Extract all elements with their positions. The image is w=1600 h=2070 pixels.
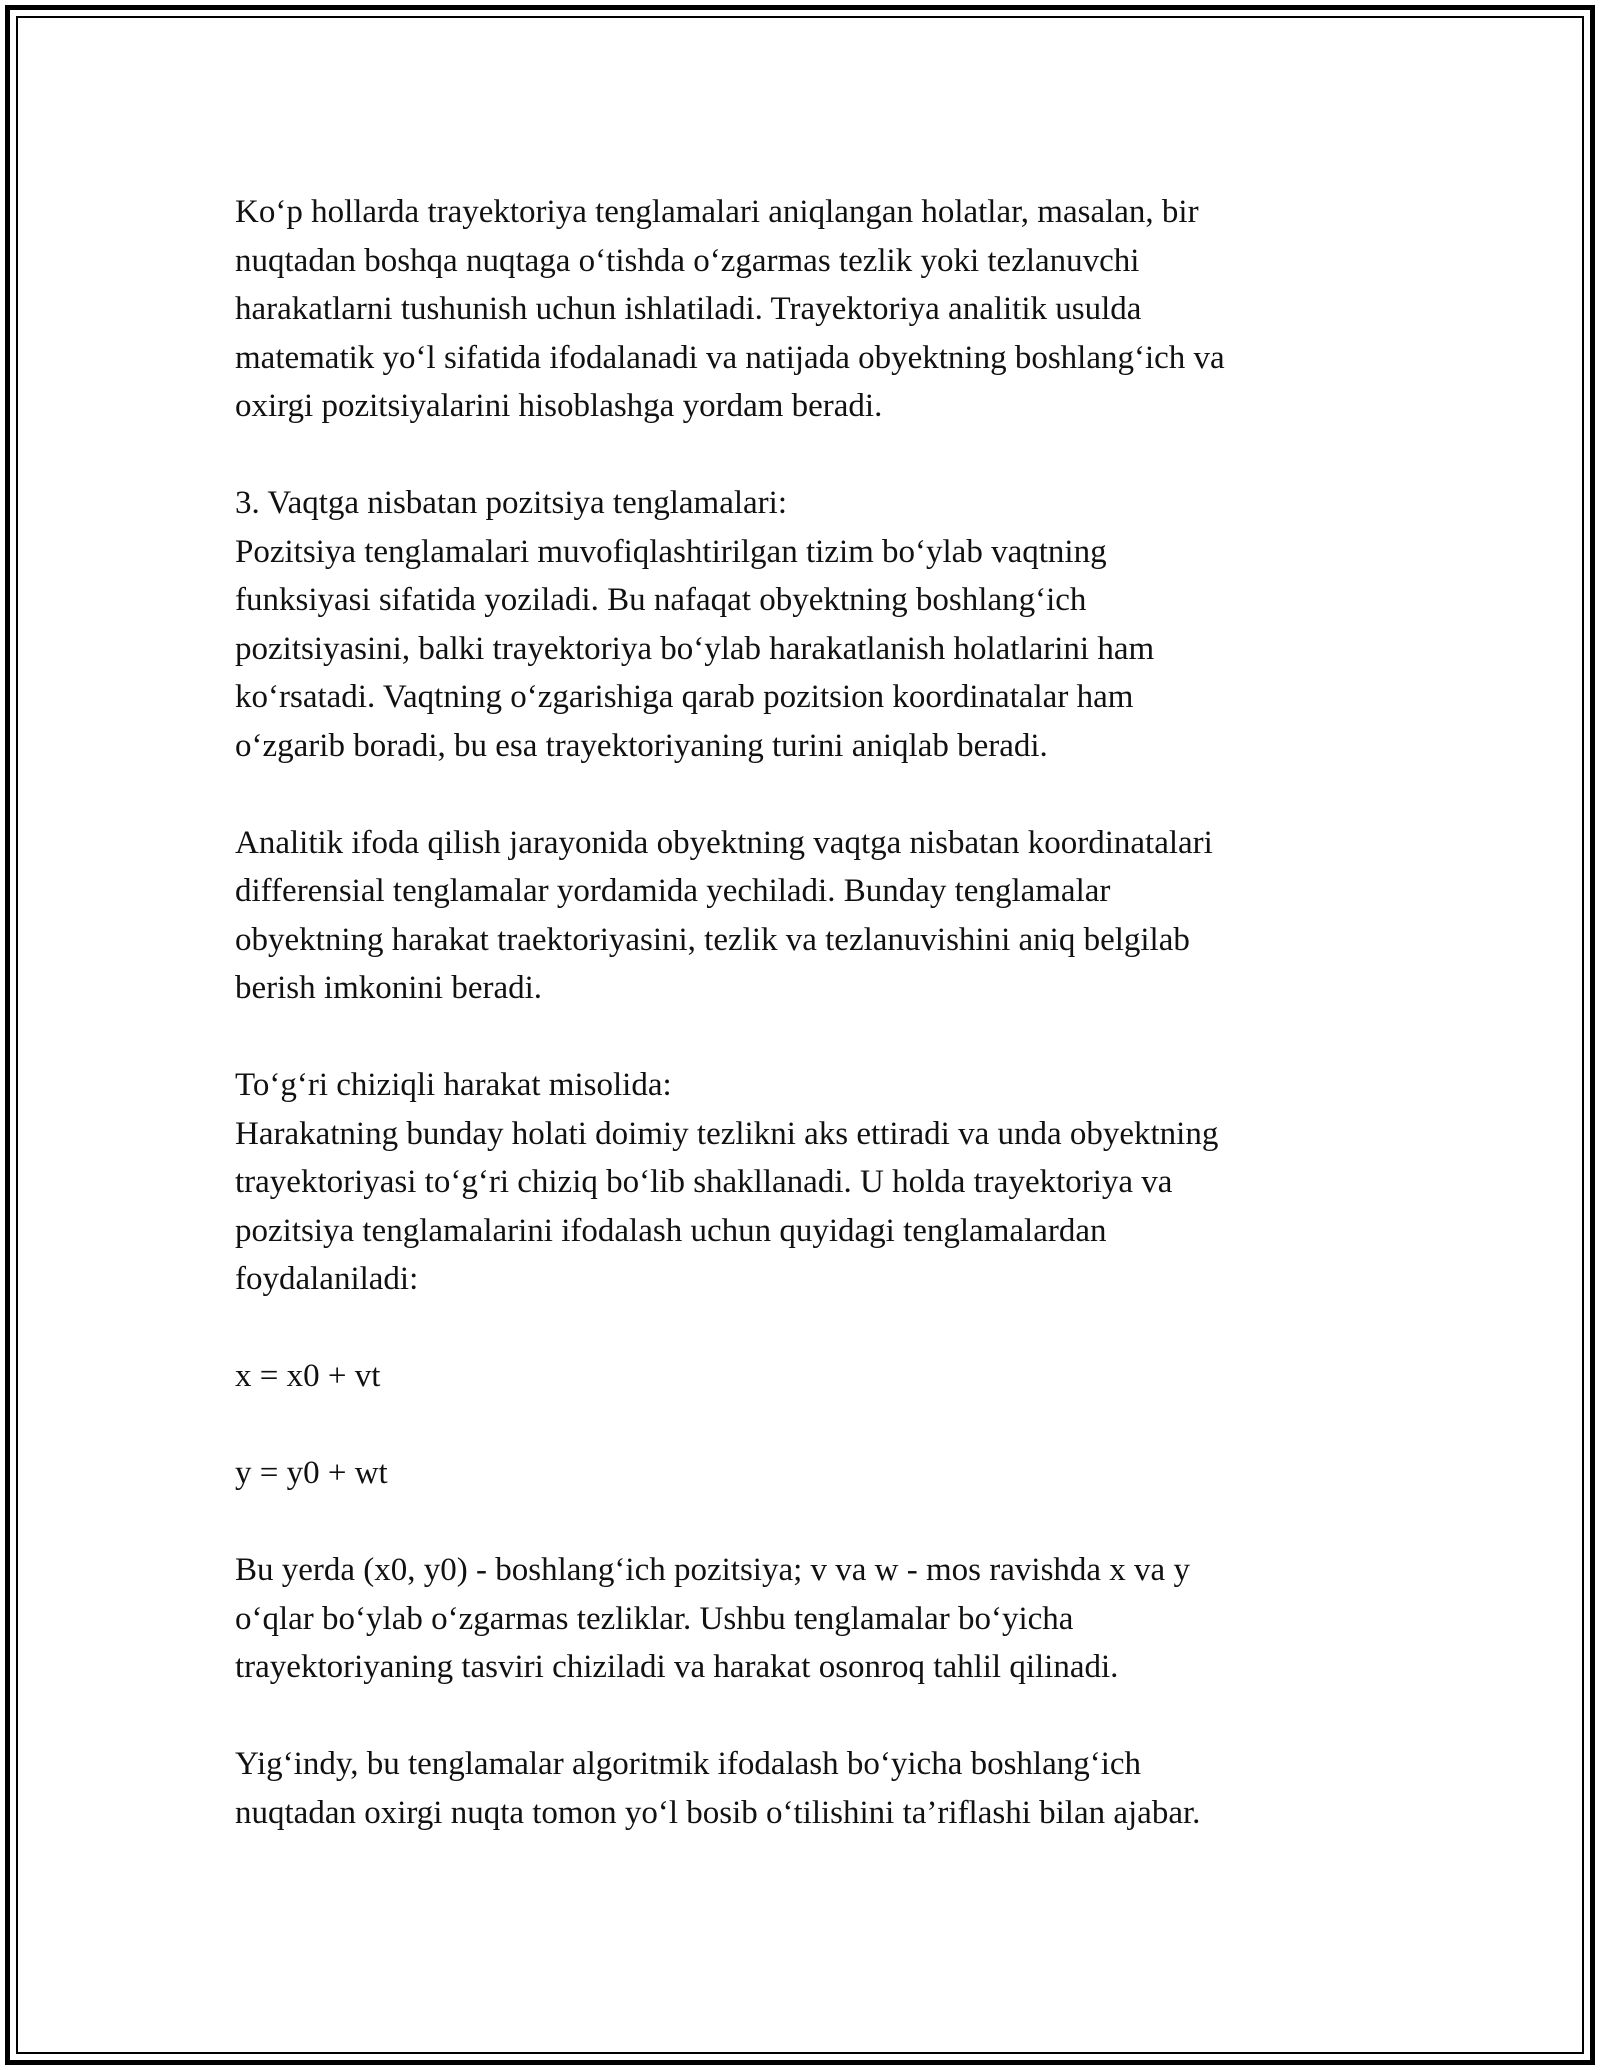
document-body xyxy=(235,188,1365,1837)
paragraph-spacer xyxy=(235,1401,1365,1450)
paragraph-trajectory-intro: Ko‘p hollarda trayektoriya tenglamalari aniqlangan holatlar, masalan, bir nuqtadan boshqa nuqtaga o‘tishda o‘zgarmas tezlik yoki tezlanuvchi harakatlarni tushunish uchun ishlatiladi. Trayektoriya analitik usulda matematik yo‘l sifatida ifodalanadi va natijada obyektning boshlang‘ich va oxirgi pozitsiyalarini hisoblashga yordam beradi. xyxy=(235,194,1225,424)
paragraph-spacer xyxy=(235,1498,1365,1547)
paragraph-equation-explanation: Bu yerda (x0, y0) - boshlang‘ich pozitsiya; v va w - mos ravishda x va y o‘qlar bo‘ylab o‘zgarmas tezliklar. Ushbu tenglamalar bo‘yicha trayektoriyaning tasviri chiziladi va harakat osonroq tahlil qilinadi. xyxy=(235,1552,1190,1685)
paragraph-spacer xyxy=(235,1692,1365,1741)
paragraph-spacer xyxy=(235,1013,1365,1062)
equation-x: x = x0 + vt xyxy=(235,1358,381,1394)
paragraph-spacer xyxy=(235,770,1365,819)
paragraph-spacer xyxy=(235,431,1365,480)
paragraph-position-equations: 3. Vaqtga nisbatan pozitsiya tenglamalari: Pozitsiya tenglamalari muvofiqlashtirilgan tizim bo‘ylab vaqtning funksiyasi sifatida yoziladi. Bu nafaqat obyektning boshlang‘ich pozitsiyasini, balki trayektoriya bo‘ylab harakatlanish holatlarini ham ko‘rsatadi. Vaqtning o‘zgarishiga qarab pozitsion koordinatalar ham o‘zgarib boradi, bu esa trayektoriyaning turini aniqlab beradi. xyxy=(235,485,1155,764)
paragraph-analytic-expression: Analitik ifoda qilish jarayonida obyektning vaqtga nisbatan koordinatalari differensial tenglamalar yordamida yechiladi. Bunday tenglamalar obyektning harakat traektoriyasini, tezlik va tezlanuvishini aniq belgilab berish imkonini beradi. xyxy=(235,824,1213,1006)
paragraph-spacer xyxy=(235,1304,1365,1353)
paragraph-straight-line-motion: To‘g‘ri chiziqli harakat misolida: Harakatning bunday holati doimiy tezlikni aks ettiradi va unda obyektning trayektoriyasi to‘g‘ri chiziq bo‘lib shakllanadi. U holda trayektoriya va pozitsiya tenglamalarini ifodalash uchun quyidagi tenglamalardan foydalaniladi: xyxy=(235,1067,1219,1297)
equation-y: y = y0 + wt xyxy=(235,1455,388,1491)
paragraph-summary: Yig‘indy, bu tenglamalar algoritmik ifodalash bo‘yicha boshlang‘ich nuqtadan oxirgi nuqta tomon yo‘l bosib o‘tilishini ta’riflashi bilan ajabar. xyxy=(235,1746,1201,1831)
